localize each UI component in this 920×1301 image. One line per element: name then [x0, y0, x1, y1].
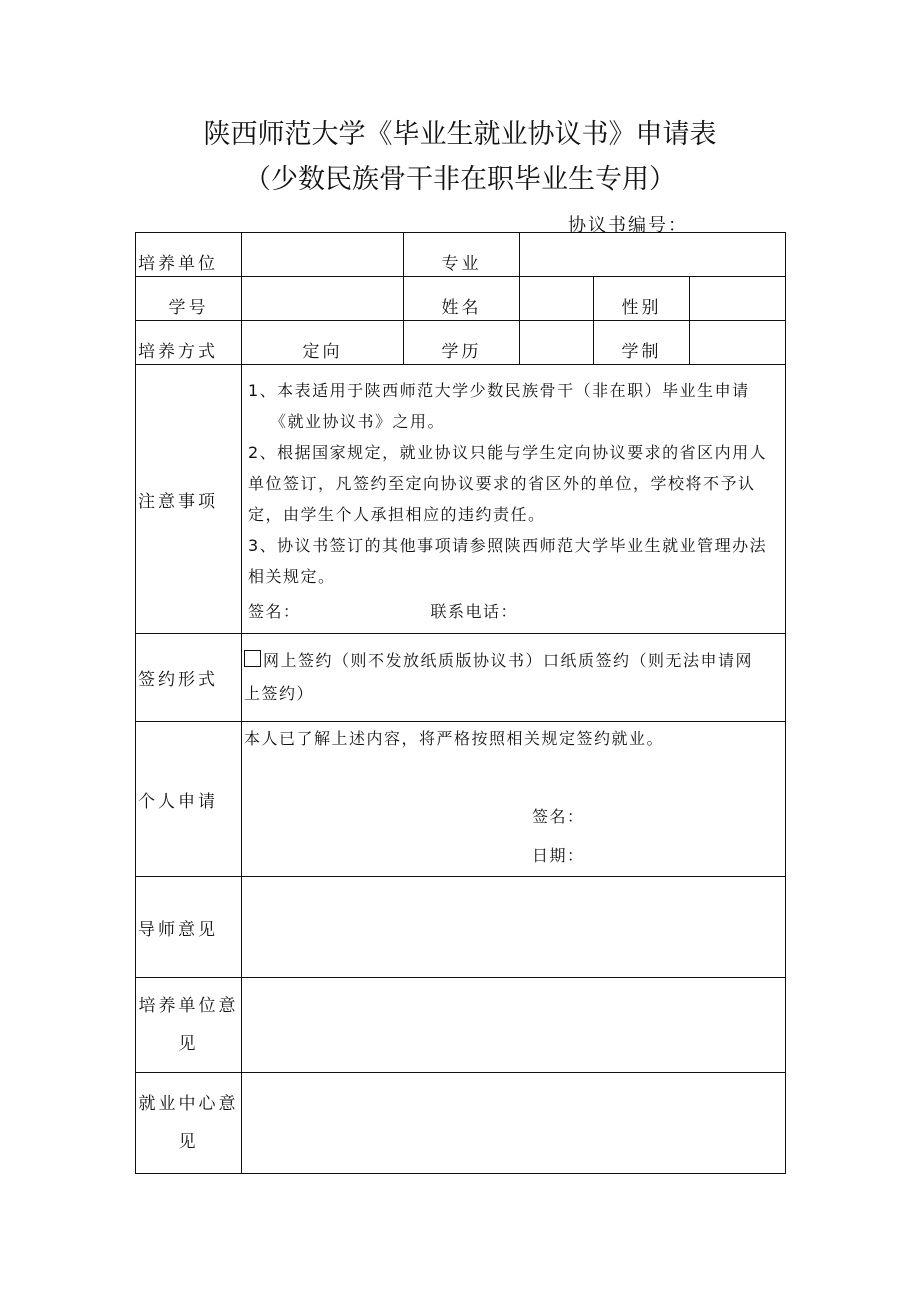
major-label: 专业: [404, 233, 520, 277]
education-label: 学历: [404, 321, 520, 365]
unit-opinion-label-line-2: 见: [178, 1034, 199, 1054]
personal-signature-label: 签名：: [532, 807, 585, 826]
notes-signature-line: [248, 596, 781, 627]
center-opinion-label: [136, 1073, 242, 1174]
notes-item-2-line-1: 2、根据国家规定，就业协议只能与学生定向协议要求的省区内用人: [248, 443, 768, 462]
advisor-opinion-label: 导师意见: [136, 877, 242, 978]
name-label: 姓名: [404, 277, 520, 321]
education-field[interactable]: [520, 321, 594, 365]
notes-content: [242, 365, 786, 634]
unit-opinion-label-line-1: 培养单位意: [138, 996, 239, 1016]
paper-signing-checkbox[interactable]: 口: [543, 651, 561, 670]
form-subtitle: （少数民族骨干非在职毕业生专用）: [244, 164, 676, 195]
unit-opinion-label: [136, 978, 242, 1073]
duration-label: 学制: [594, 321, 690, 365]
online-signing-checkbox[interactable]: [244, 650, 261, 667]
unit-opinion-field[interactable]: [242, 978, 786, 1073]
application-form-table: [135, 232, 786, 1174]
notes-item-3-line-1: 3、协议书签订的其他事项请参照陕西师范大学毕业生就业管理办法: [248, 536, 768, 555]
personal-application-label: 个人申请: [136, 722, 242, 877]
gender-field[interactable]: [690, 277, 786, 321]
notes-signature-label: 签名：: [248, 602, 301, 621]
signing-form-options: [242, 634, 786, 722]
major-field[interactable]: [520, 233, 786, 277]
training-unit-field[interactable]: [242, 233, 404, 277]
training-unit-label: 培养单位: [136, 233, 242, 277]
form-title: 陕西师范大学《毕业生就业协议书》申请表: [203, 119, 717, 150]
duration-field[interactable]: [690, 321, 786, 365]
notes-label: 注意事项: [136, 365, 242, 634]
training-mode-label: 培养方式: [136, 321, 242, 365]
personal-statement: 本人已了解上述内容，将严格按照相关规定签约就业。: [244, 729, 665, 748]
notes-item-2-line-2: 单位签订，凡签约至定向协议要求的省区外的单位，学校将不予认: [248, 474, 756, 493]
name-field[interactable]: [520, 277, 594, 321]
notes-item-1-line-1: 1、本表适用于陕西师范大学少数民族骨干（非在职）毕业生申请: [248, 381, 750, 400]
gender-label: 性别: [594, 277, 690, 321]
agreement-number-label: 协议书编号：: [568, 215, 688, 236]
student-id-field[interactable]: [242, 277, 404, 321]
notes-item-1-line-2: 《就业协议书》之用。: [270, 412, 446, 431]
notes-item-3-line-2: 相关规定。: [248, 567, 336, 586]
student-id-label: 学号: [136, 277, 242, 321]
training-mode-field[interactable]: 定向: [242, 321, 404, 365]
center-opinion-label-line-2: 见: [178, 1132, 199, 1152]
center-opinion-label-line-1: 就业中心意: [138, 1094, 239, 1114]
advisor-opinion-field[interactable]: [242, 877, 786, 978]
center-opinion-field[interactable]: [242, 1073, 786, 1174]
personal-application-content[interactable]: [242, 722, 786, 877]
paper-signing-option-label: 纸质签约（则无法申请网: [560, 651, 754, 670]
notes-item-2-line-3: 定，由学生个人承担相应的违约责任。: [248, 505, 546, 524]
notes-phone-label: 联系电话：: [430, 602, 519, 621]
personal-date-label: 日期：: [532, 846, 585, 865]
signing-form-label: 签约形式: [136, 634, 242, 722]
paper-signing-option-label-cont: 上签约）: [244, 684, 315, 703]
online-signing-option-label: 网上签约（则不发放纸质版协议书）: [263, 651, 544, 670]
